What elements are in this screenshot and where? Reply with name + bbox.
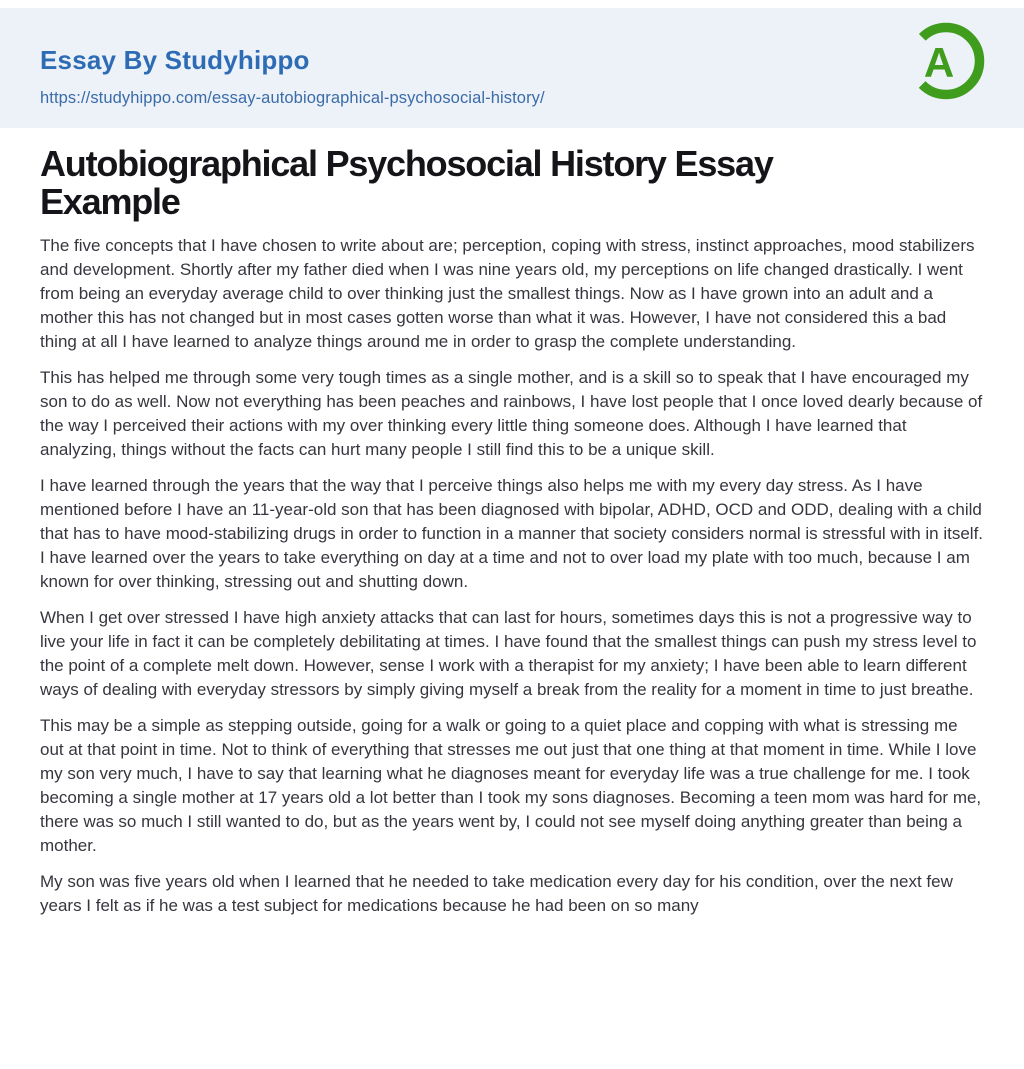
essay-paragraph-5: This may be a simple as stepping outside, going for a walk or going to a quiet place and copping with what is stressing me out at that point in time. Not to think of everything that stresses me out just that one thing at that moment in time. While I love my son very much, I have to say that learning what he diagnoses meant for everyday life was a true challenge for me. I took becoming a single mother at 17 years old a lot better than I took my sons diagnoses. Becoming a teen mom was hard for me, there was so much I still wanted to do, but as the years went by, I could not see myself doing anything greater than being a mother. — [40, 716, 982, 855]
essay-paragraph-3: I have learned through the years that the way that I perceive things also helps me with my every day stress. As I have mentioned before I have an 11-year-old son that has been diagnosed with bipolar, ADHD, OCD and ODD, dealing with a child that has to have mood-stabilizing drugs in order to function in a manner that society considers normal is stressful with in itself. I have learned over the years to take everything on day at a time and not to over load my plate with too much, because I am known for over thinking, stressing out and shutting down. — [40, 476, 984, 591]
page-url-link[interactable]: https://studyhippo.com/essay-autobiographical-psychosocial-history/ — [40, 88, 545, 107]
essay-paragraph-6: My son was five years old when I learned that he needed to take medication every day for his condition, over the next few years I felt as if he was a test subject for medications because he had been on so many — [40, 872, 953, 915]
studyhippo-logo — [906, 21, 986, 101]
page-header — [0, 8, 1024, 128]
essay-title-line-2: Example — [40, 181, 180, 222]
site-title: Essay By Studyhippo — [40, 45, 310, 75]
essay-paragraph-2: This has helped me through some very tough times as a single mother, and is a skill so to speak that I have encouraged my son to do as well. Now not everything has been peaches and rainbows, I have lost people that I once loved dearly because of the way I perceived their actions with my over thinking every little thing someone does. Although I have learned that analyzing, things without the facts can hurt many people I still find this to be a unique skill. — [40, 368, 983, 459]
logo-arc-icon — [906, 21, 986, 101]
logo-letter: A — [923, 39, 955, 86]
essay-paragraph-4: When I get over stressed I have high anxiety attacks that can last for hours, sometimes days this is not a progressive way to live your life in fact it can be completely debilitating at times. I have found that the smallest things can push my stress level to the point of a complete melt down. However, sense I work with a therapist for my anxiety; I have been able to learn different ways of dealing with everyday stressors by simply giving myself a break from the reality for a moment in time to just breathe. — [40, 608, 977, 699]
page — [0, 8, 1024, 1069]
essay-paragraph-1: The five concepts that I have chosen to write about are; perception, coping with stress, instinct approaches, mood stabilizers and development. Shortly after my father died when I was nine years old, my perceptions on life changed drastically. I went from being an everyday average child to over thinking just the smallest things. Now as I have grown into an adult and a mother this has not changed but in most cases gotten worse than what it was. However, I have not considered this a bad thing at all I have learned to analyze things around me in order to grasp the complete understanding. — [40, 236, 975, 351]
essay-title-line-1: Autobiographical Psychosocial History Essay — [40, 143, 773, 184]
essay-title — [40, 145, 984, 221]
essay-content — [0, 145, 1024, 918]
